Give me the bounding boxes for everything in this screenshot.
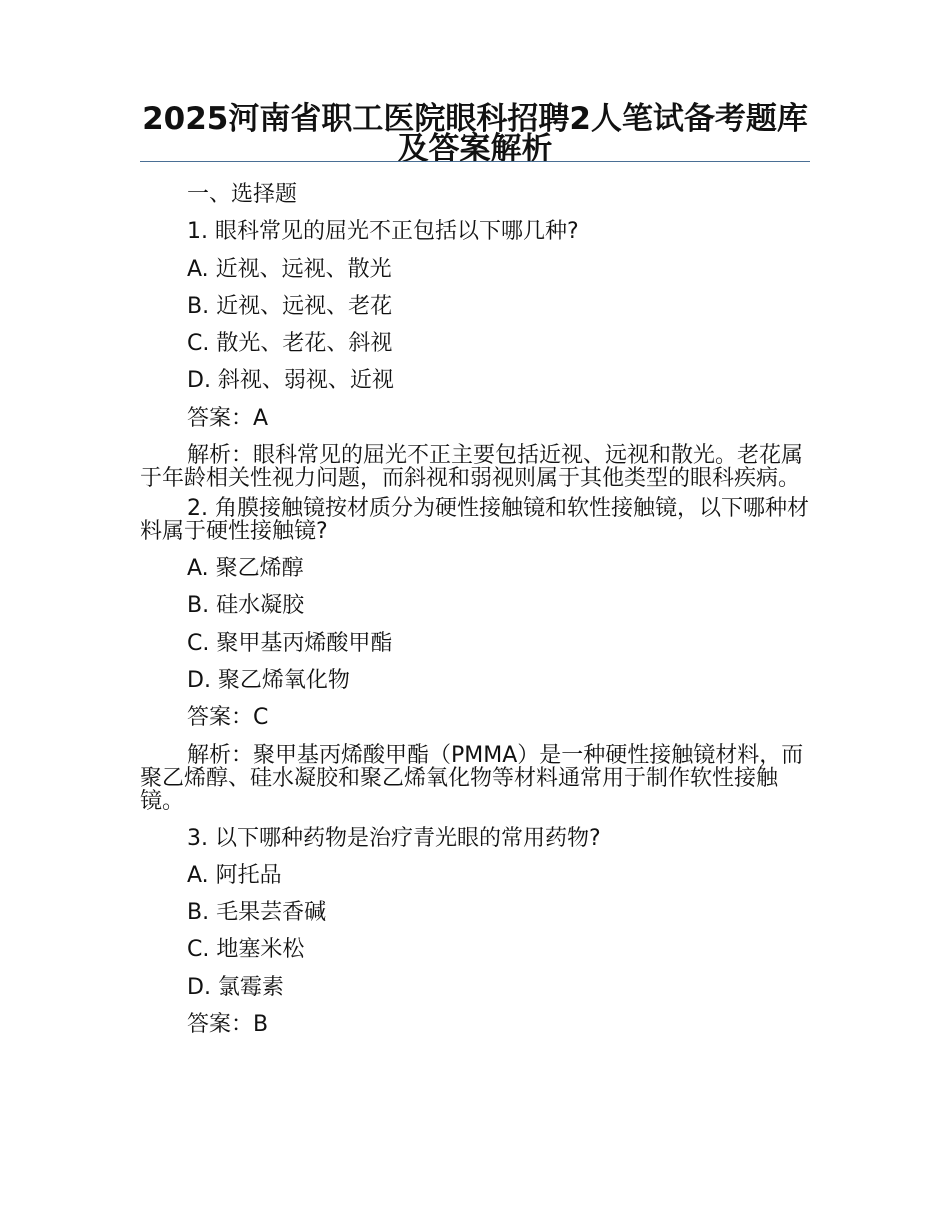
question-2-option-b: B. 硅水凝胶 <box>187 593 305 619</box>
question-2-option-a: A. 聚乙烯醇 <box>187 556 304 582</box>
question-1-option-b: B. 近视、远视、老花 <box>187 293 393 319</box>
question-1-answer: 答案：A <box>187 405 269 431</box>
question-1-option-a: A. 近视、远视、散光 <box>187 256 392 282</box>
question-3-answer: 答案：B <box>187 1012 269 1038</box>
question-2-option-c: C. 聚甲基丙烯酸甲酯 <box>187 630 393 656</box>
question-2-answer: 答案：C <box>187 705 269 731</box>
question-3-option-d: D. 氯霉素 <box>187 974 284 1000</box>
document-body <box>140 176 812 1043</box>
question-3-option-a: A. 阿托品 <box>187 862 282 888</box>
question-2-analysis: 解析：聚甲基丙烯酸甲酯（PMMA）是一种硬性接触镜材料，而聚乙烯醇、硅水凝胶和聚乙烯氧化物等材料通常用于制作软性接触镜。 <box>140 742 804 814</box>
document-title: 2025河南省职工医院眼科招聘2人笔试备考题库及答案解析 <box>142 101 808 167</box>
question-3-option-b: B. 毛果芸香碱 <box>187 900 327 926</box>
question-3-option-c: C. 地塞米松 <box>187 937 305 963</box>
question-2-text: 2. 角膜接触镜按材质分为硬性接触镜和软性接触镜，以下哪种材料属于硬性接触镜? <box>140 496 809 545</box>
question-3-text: 3. 以下哪种药物是治疗青光眼的常用药物? <box>187 825 601 851</box>
question-1-analysis: 解析：眼科常见的屈光不正主要包括近视、远视和散光。老花属于年龄相关性视力问题，而斜视和弱视则属于其他类型的眼科疾病。 <box>140 443 804 492</box>
question-1-option-d: D. 斜视、弱视、近视 <box>187 368 394 394</box>
question-2-option-d: D. 聚乙烯氧化物 <box>187 667 350 693</box>
section-heading: 一、选择题 <box>187 182 298 207</box>
question-1-text: 1. 眼科常见的屈光不正包括以下哪几种? <box>187 219 579 245</box>
question-1-option-c: C. 散光、老花、斜视 <box>187 331 393 357</box>
title-divider <box>140 161 810 162</box>
